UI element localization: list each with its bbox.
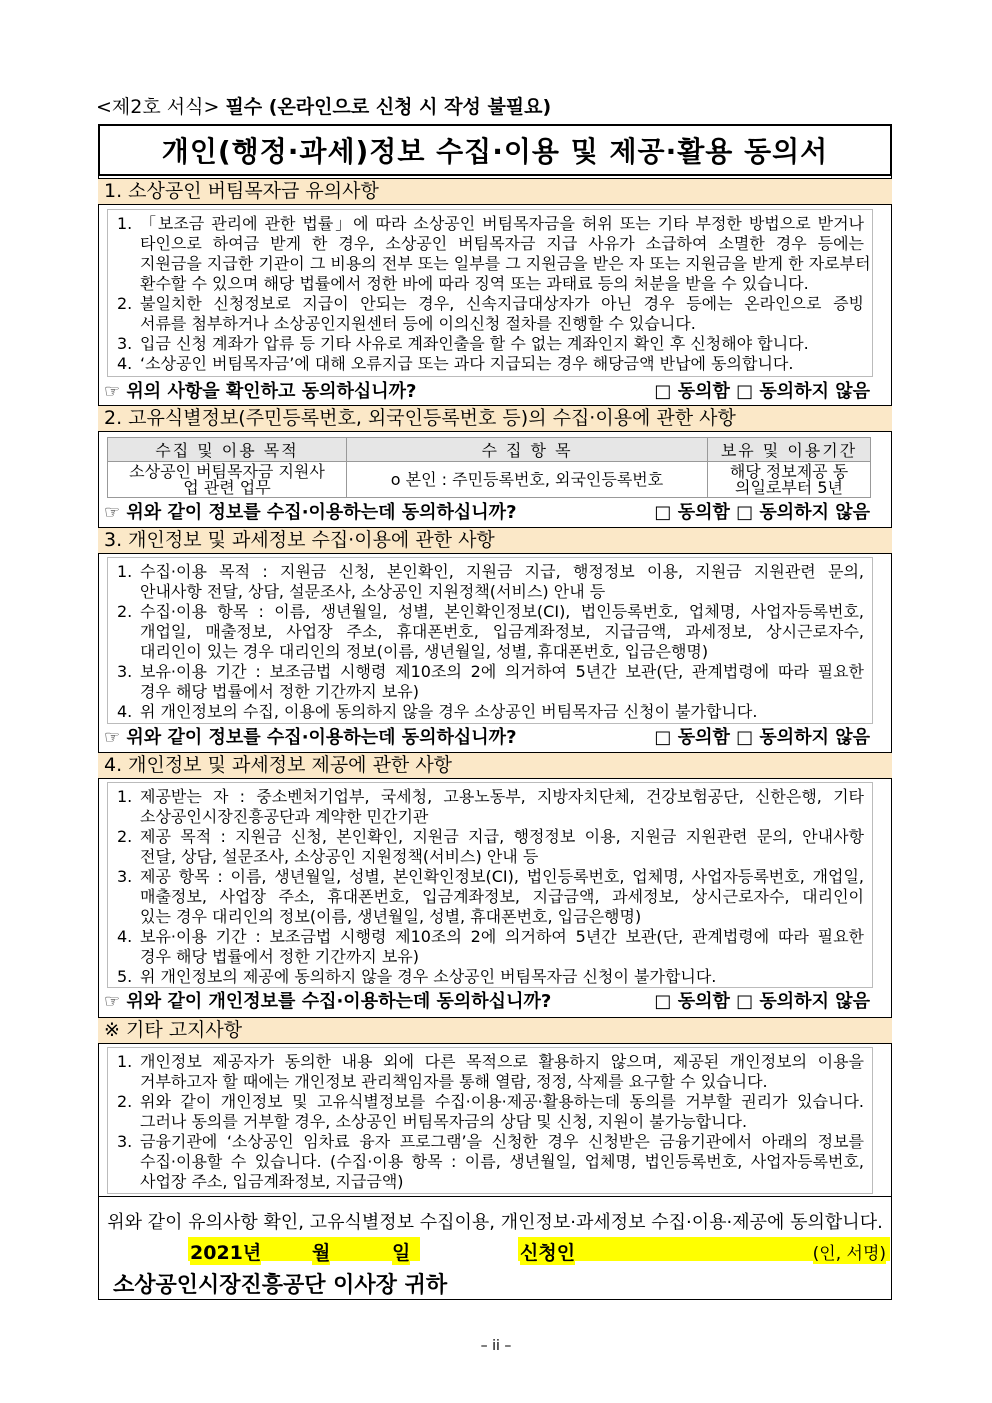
seal-label: (인, 서명) (813, 1239, 886, 1264)
section5-notice-box: 1. 개인정보 제공자가 동의한 내용 외에 다른 목적으로 활용하지 않으며, 제공된 개인정보의 이용을 거부하고자 할 때에는 개인정보 관리책임자를 통해 열람, 정정, 삭제를 요구할 수 있습니다. 2. 위와 같이 개인정보 및 고유식별정보를 수집·이용·제공·활용하는데 동의를 거부할 권리가 있습니다. 그러나 동의를 거부할 경우, 소상공인 버팀목자금의 상담 및 신청, 지원이 불가능합니다. 3. 금융기관에 ‘소상공인 임차료 융자 프로그램’을 신청한 경우 신청받은 금융기관에서 아래의 정보를 수집·이용할 수 있습니다. (수집·이용 항목 : 이름, 생년월일, 업체명, 법인등록번호, 사업자등록번호, 사업장 주소, 입금계좌정보, 지급금액) (107, 1047, 873, 1194)
footer-divider (98, 1196, 892, 1197)
table-cell-items: o 본인 : 주민등록번호, 외국인등록번호 (347, 462, 708, 498)
section4-consent-row (98, 990, 892, 1014)
table-header-items: 수 집 항 목 (347, 438, 708, 462)
applicant-field[interactable] (518, 1237, 890, 1264)
section1-heading: 1. 소상공인 버팀목자금 유의사항 (98, 178, 892, 205)
section3-consent-options[interactable]: □ 동의함 □ 동의하지 않음 (654, 727, 870, 748)
section2-consent-row (98, 501, 892, 525)
section4-consent-question: ☞ 위와 같이 개인정보를 수집·이용하는데 동의하십니까? (104, 991, 552, 1012)
table-header-period: 보유 및 이용기간 (708, 438, 871, 462)
section2-consent-options[interactable]: □ 동의함 □ 동의하지 않음 (654, 502, 870, 523)
recipient-line: 소상공인시장진흥공단 이사장 귀하 (113, 1273, 448, 1298)
section1-consent-row (98, 380, 892, 404)
page-number: – ii – (480, 1338, 512, 1354)
year-label: 2021년 (190, 1238, 261, 1265)
section1-consent-question: ☞ 위의 사항을 확인하고 동의하십니까? (104, 381, 417, 402)
consent-statement: 위와 같이 유의사항 확인, 고유식별정보 수집이용, 개인정보·과세정보 수집·이용·제공에 동의합니다. (107, 1212, 883, 1233)
section4-consent-options[interactable]: □ 동의함 □ 동의하지 않음 (654, 991, 870, 1012)
section1-notice-box: 1. 「보조금 관리에 관한 법률」에 따라 소상공인 버팀목자금을 허위 또는 기타 부정한 방법으로 받거나 타인으로 하여금 받게 한 경우, 소상공인 버팀목자금 지급 사유가 소급하여 소멸한 경우 등에는 지원금을 지급한 기관이 그 비용의 전부 또는 일부를 그 지원금을 받은 자 또는 지원금을 받게 한 자로부터 환수할 수 있으며 해당 법률에서 정한 바에 따라 징역 또는 과태료 등의 처분을 받을 수 있습니다. 2. 불일치한 신청정보로 지급이 안되는 경우, 신속지급대상자가 아닌 경우 등에는 온라인으로 증빙 서류를 첨부하거나 소상공인지원센터 등에 이의신청 절차를 진행할 수 있습니다. 3. 입금 신청 계좌가 압류 등 기타 사유로 계좌인출을 할 수 없는 계좌인지 확인 후 신청해야 합니다. 4. ‘소상공인 버팀목자금’에 대해 오류지급 또는 과다 지급되는 경우 해당금액 반납에 동의합니다. (107, 209, 873, 377)
section4-heading: 4. 개인정보 및 과세정보 제공에 관한 사항 (98, 752, 892, 779)
section2-consent-question: ☞ 위와 같이 정보를 수집·이용하는데 동의하십니까? (104, 502, 517, 523)
month-label: 월 (312, 1238, 330, 1265)
section3-notice-box: 1. 수집·이용 목적 : 지원금 신청, 본인확인, 지원금 지급, 행정정보 이용, 지원금 지원관련 문의, 안내사항 전달, 상담, 설문조사, 소상공인 지원정책(서비스) 안내 등 2. 수집·이용 항목 : 이름, 생년월일, 성별, 본인확인정보(CI), 법인등록번호, 업체명, 사업자등록번호, 개업일, 매출정보, 사업장 주소, 휴대폰번호, 입금계좌정보, 지급금액, 과세정보, 상시근로자수, 대리인이 있는 경우 대리인의 정보(이름, 생년월일, 성별, 휴대폰번호, 입금은행명) 3. 보유·이용 기간 : 보조금법 시행령 제10조의 2에 의거하여 5년간 보관(단, 관계법령에 따라 필요한 경우 해당 법률에서 정한 기간까지 보유) 4. 위 개인정보의 수집, 이용에 동의하지 않을 경우 소상공인 버팀목자금 신청이 불가합니다. (107, 557, 873, 724)
form-number-prefix: <제2호 서식> (96, 96, 226, 118)
document-title: 개인(행정·과세)정보 수집·이용 및 제공·활용 동의서 (98, 124, 892, 176)
table-cell-purpose: 소상공인 버팀목자금 지원사업 관련 업무 (108, 462, 347, 498)
form-number-label (96, 92, 551, 119)
section1-consent-options[interactable]: □ 동의함 □ 동의하지 않음 (654, 381, 870, 402)
date-field[interactable] (188, 1237, 420, 1264)
section2-heading: 2. 고유식별정보(주민등록번호, 외국인등록번호 등)의 수집·이용에 관한 사항 (98, 405, 892, 432)
section3-heading: 3. 개인정보 및 과세정보 수집·이용에 관한 사항 (98, 527, 892, 554)
section3-consent-row (98, 726, 892, 750)
table-cell-period: 해당 정보제공 동의일로부터 5년 (708, 462, 871, 498)
form-number-note: 필수 (온라인으로 신청 시 작성 불필요) (225, 96, 552, 118)
section4-notice-box: 1. 제공받는 자 : 중소벤처기업부, 국세청, 고용노동부, 지방자치단체, 건강보험공단, 신한은행, 기타 소상공인시장진흥공단과 계약한 민간기관 2. 제공 목적 : 지원금 신청, 본인확인, 지원금 지급, 행정정보 이용, 지원금 지원관련 문의, 안내사항 전달, 상담, 설문조사, 소상공인 지원정책(서비스) 안내 등 3. 제공 항목 : 이름, 생년월일, 성별, 본인확인정보(CI), 법인등록번호, 업체명, 사업자등록번호, 개업일, 매출정보, 사업장 주소, 휴대폰번호, 입금계좌정보, 지급금액, 과세정보, 상시근로자수, 대리인이 있는 경우 대리인의 정보(이름, 생년월일, 성별, 휴대폰번호, 입금은행명) 4. 보유·이용 기간 : 보조금법 시행령 제10조의 2에 의거하여 5년간 보관(단, 관계법령에 따라 필요한 경우 해당 법률에서 정한 기간까지 보유) 5. 위 개인정보의 제공에 동의하지 않을 경우 소상공인 버팀목자금 신청이 불가합니다. (107, 782, 873, 988)
section3-consent-question: ☞ 위와 같이 정보를 수집·이용하는데 동의하십니까? (104, 727, 517, 748)
applicant-label: 신청인 (520, 1238, 575, 1265)
unique-id-table (107, 437, 871, 498)
table-header-purpose: 수집 및 이용 목적 (108, 438, 347, 462)
section5-heading: ※ 기타 고지사항 (98, 1017, 892, 1044)
day-label: 일 (392, 1238, 410, 1265)
